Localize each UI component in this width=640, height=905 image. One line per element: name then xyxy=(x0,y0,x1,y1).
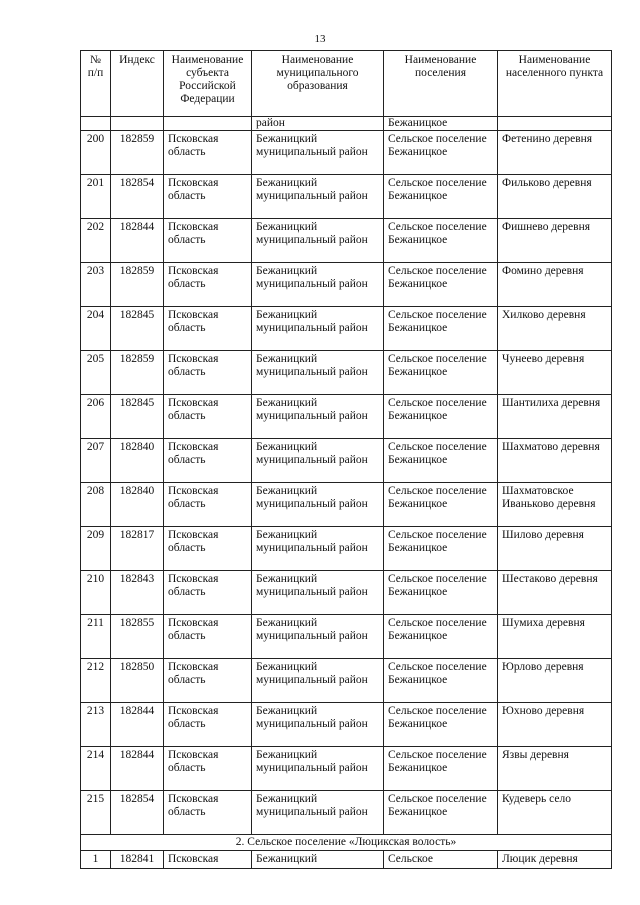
table-row xyxy=(81,483,612,527)
cell-index: 182845 xyxy=(111,307,164,351)
cell-settlement: Сельское поселение Бежаницкое xyxy=(384,263,498,307)
cell-locality: Фомино деревня xyxy=(498,263,612,307)
localities-table xyxy=(80,50,612,869)
cell-index: 182844 xyxy=(111,747,164,791)
table-row xyxy=(81,307,612,351)
cell-index: 182845 xyxy=(111,395,164,439)
header-subject: Наименование субъекта Российской Федерации xyxy=(164,51,252,117)
cell-subject: Псковская область xyxy=(164,263,252,307)
cell-num: 209 xyxy=(81,527,111,571)
cell-index: 182844 xyxy=(111,219,164,263)
cell-subject: Псковская область xyxy=(164,395,252,439)
cell-locality: Фетенино деревня xyxy=(498,131,612,175)
header-settlement: Наименование поселения xyxy=(384,51,498,117)
cell-municipal: Бежаницкий муниципальный район xyxy=(252,791,384,835)
cell-municipal: Бежаницкий муниципальный район xyxy=(252,175,384,219)
table-header-row xyxy=(81,51,612,117)
cell-municipal: Бежаницкий муниципальный район xyxy=(252,483,384,527)
header-index: Индекс xyxy=(111,51,164,117)
table-row xyxy=(81,351,612,395)
header-locality: Наименование населенного пункта xyxy=(498,51,612,117)
cell-index: 182850 xyxy=(111,659,164,703)
cell-settlement: Сельское поселение Бежаницкое xyxy=(384,571,498,615)
cell-subject: Псковская область xyxy=(164,175,252,219)
cell-num: 202 xyxy=(81,219,111,263)
cell-subject: Псковская область xyxy=(164,351,252,395)
cell-num: 205 xyxy=(81,351,111,395)
table-row xyxy=(81,747,612,791)
cell-municipal: Бежаницкий xyxy=(252,851,384,869)
cell-settlement: Сельское поселение Бежаницкое xyxy=(384,439,498,483)
cell-index: 182840 xyxy=(111,439,164,483)
cell-municipal: Бежаницкий муниципальный район xyxy=(252,131,384,175)
cell-index: 182855 xyxy=(111,615,164,659)
table-row xyxy=(81,395,612,439)
table-row xyxy=(81,791,612,835)
cell-settlement: Сельское поселение Бежаницкое xyxy=(384,483,498,527)
cell-municipal: Бежаницкий муниципальный район xyxy=(252,659,384,703)
cell-settlement: Сельское поселение Бежаницкое xyxy=(384,219,498,263)
cell-locality: Язвы деревня xyxy=(498,747,612,791)
cell-index: 182854 xyxy=(111,175,164,219)
cell-settlement: Сельское поселение Бежаницкое xyxy=(384,175,498,219)
cell-municipal: Бежаницкий муниципальный район xyxy=(252,307,384,351)
cell-num: 212 xyxy=(81,659,111,703)
cell-num: 201 xyxy=(81,175,111,219)
cell-subject: Псковская область xyxy=(164,659,252,703)
table-body xyxy=(81,117,612,869)
cell-num: 1 xyxy=(81,851,111,869)
cell-municipal: Бежаницкий муниципальный район xyxy=(252,615,384,659)
cell-num: 210 xyxy=(81,571,111,615)
table-row xyxy=(81,175,612,219)
cell-num: 200 xyxy=(81,131,111,175)
header-municipal: Наименование муниципального образования xyxy=(252,51,384,117)
section-row xyxy=(81,835,612,851)
table-row xyxy=(81,571,612,615)
cell-municipal: Бежаницкий муниципальный район xyxy=(252,439,384,483)
cell-num: 206 xyxy=(81,395,111,439)
cell-settlement: Сельское поселение Бежаницкое xyxy=(384,395,498,439)
cell-settlement: Сельское поселение Бежаницкое xyxy=(384,351,498,395)
cell-subject: Псковская область xyxy=(164,483,252,527)
cell-settlement: Сельское поселение Бежаницкое xyxy=(384,307,498,351)
cell-subject: Псковская область xyxy=(164,571,252,615)
cell-subject: Псковская область xyxy=(164,747,252,791)
cell-index: 182841 xyxy=(111,851,164,869)
cell-settlement: Сельское поселение Бежаницкое xyxy=(384,527,498,571)
cell-settlement: Сельское поселение Бежаницкое xyxy=(384,615,498,659)
cell-locality: Шантилиха деревня xyxy=(498,395,612,439)
cell-settlement: Бежаницкое xyxy=(384,117,498,131)
cell-subject: Псковская область xyxy=(164,439,252,483)
cell-locality: Шахматово деревня xyxy=(498,439,612,483)
table-row xyxy=(81,659,612,703)
cell-municipal: Бежаницкий муниципальный район xyxy=(252,703,384,747)
cell-municipal: Бежаницкий муниципальный район xyxy=(252,747,384,791)
cell-locality: Кудеверь село xyxy=(498,791,612,835)
table-row xyxy=(81,703,612,747)
cell-subject: Псковская область xyxy=(164,615,252,659)
cell-num: 203 xyxy=(81,263,111,307)
table-row xyxy=(81,615,612,659)
cell-locality: Чунеево деревня xyxy=(498,351,612,395)
cell-locality: Шумиха деревня xyxy=(498,615,612,659)
section-title: 2. Сельское поселение «Люцикская волость» xyxy=(81,835,612,851)
cell-subject: Псковская область xyxy=(164,219,252,263)
header-num: № п/п xyxy=(81,51,111,117)
cell-settlement: Сельское поселение Бежаницкое xyxy=(384,747,498,791)
cell-subject: Псковская область xyxy=(164,527,252,571)
cell-index: 182854 xyxy=(111,791,164,835)
table-row xyxy=(81,851,612,869)
cell-num: 215 xyxy=(81,791,111,835)
cell-municipal: Бежаницкий муниципальный район xyxy=(252,351,384,395)
cell-num: 207 xyxy=(81,439,111,483)
cell-index: 182859 xyxy=(111,351,164,395)
continuation-row xyxy=(81,117,612,131)
page-number: 13 xyxy=(314,33,326,45)
cell-index: 182843 xyxy=(111,571,164,615)
cell-municipal: Бежаницкий муниципальный район xyxy=(252,527,384,571)
cell-subject: Псковская область xyxy=(164,703,252,747)
cell-settlement: Сельское поселение Бежаницкое xyxy=(384,703,498,747)
cell-num: 213 xyxy=(81,703,111,747)
table-row xyxy=(81,263,612,307)
cell-num: 208 xyxy=(81,483,111,527)
table-row xyxy=(81,131,612,175)
cell-index: 182844 xyxy=(111,703,164,747)
cell-locality: Шахматовское Иваньково деревня xyxy=(498,483,612,527)
cell-subject xyxy=(164,117,252,131)
cell-index: 182840 xyxy=(111,483,164,527)
cell-municipal: Бежаницкий муниципальный район xyxy=(252,571,384,615)
cell-locality: Хилково деревня xyxy=(498,307,612,351)
cell-locality: Юхново деревня xyxy=(498,703,612,747)
table-row xyxy=(81,439,612,483)
cell-num xyxy=(81,117,111,131)
cell-locality xyxy=(498,117,612,131)
cell-locality: Фильково деревня xyxy=(498,175,612,219)
cell-num: 214 xyxy=(81,747,111,791)
cell-municipal: район xyxy=(252,117,384,131)
cell-settlement: Сельское поселение Бежаницкое xyxy=(384,131,498,175)
cell-municipal: Бежаницкий муниципальный район xyxy=(252,395,384,439)
cell-municipal: Бежаницкий муниципальный район xyxy=(252,219,384,263)
cell-index xyxy=(111,117,164,131)
cell-index: 182859 xyxy=(111,263,164,307)
cell-settlement: Сельское поселение Бежаницкое xyxy=(384,791,498,835)
cell-locality: Юрлово деревня xyxy=(498,659,612,703)
cell-subject: Псковская область xyxy=(164,131,252,175)
cell-index: 182817 xyxy=(111,527,164,571)
cell-num: 204 xyxy=(81,307,111,351)
table-row xyxy=(81,527,612,571)
cell-municipal: Бежаницкий муниципальный район xyxy=(252,263,384,307)
cell-locality: Люцик деревня xyxy=(498,851,612,869)
cell-num: 211 xyxy=(81,615,111,659)
cell-locality: Шестаково деревня xyxy=(498,571,612,615)
cell-subject: Псковская область xyxy=(164,791,252,835)
cell-subject: Псковская xyxy=(164,851,252,869)
cell-index: 182859 xyxy=(111,131,164,175)
table-row xyxy=(81,219,612,263)
cell-subject: Псковская область xyxy=(164,307,252,351)
cell-settlement: Сельское xyxy=(384,851,498,869)
cell-locality: Фишнево деревня xyxy=(498,219,612,263)
cell-locality: Шилово деревня xyxy=(498,527,612,571)
cell-settlement: Сельское поселение Бежаницкое xyxy=(384,659,498,703)
